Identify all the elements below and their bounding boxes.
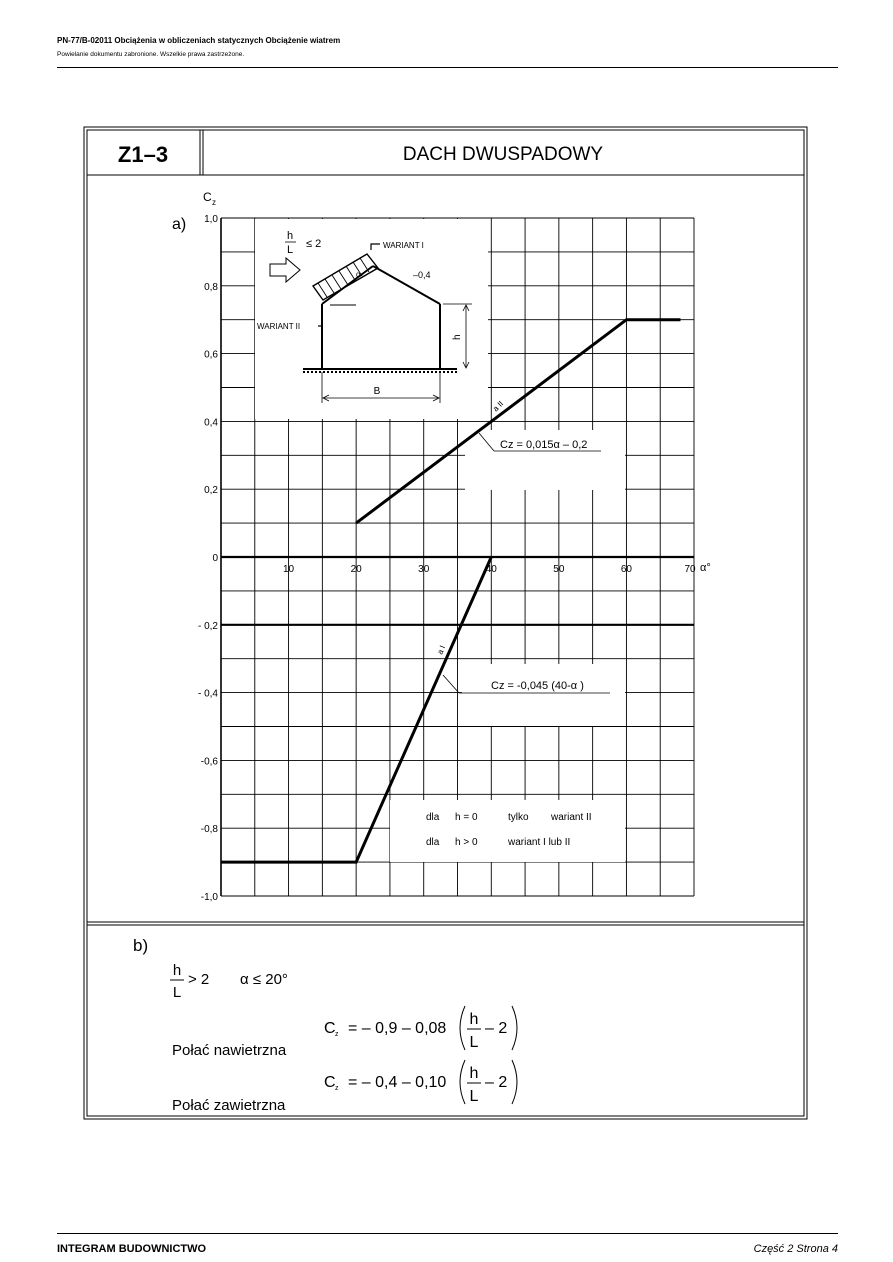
- note2-dla: dla: [426, 837, 440, 848]
- eq1-tail: – 2: [485, 1020, 508, 1037]
- wariant1-label: WARIANT I: [383, 241, 424, 250]
- eq2-lhs: C: [324, 1074, 336, 1091]
- eq2-paren-left: [460, 1060, 465, 1104]
- note1-condition: h = 0: [455, 812, 478, 823]
- x-tick-label: 20: [350, 564, 362, 575]
- x-tick-labels: [283, 564, 696, 575]
- table-title: DACH DWUSPADOWY: [402, 144, 604, 165]
- x-tick-label: 30: [418, 564, 430, 575]
- footer-rule: [57, 1233, 838, 1234]
- eq2-name: Połać zawietrzna: [172, 1097, 286, 1114]
- x-axis-label: α°: [700, 562, 711, 574]
- b-label: B: [373, 386, 381, 397]
- eq2-l: L: [469, 1088, 479, 1105]
- copyright-note: Powielanie dokumentu zabronione. Wszelkie prawa zastrzeżone.: [57, 51, 245, 58]
- note2-variant: wariant I lub II: [508, 837, 571, 848]
- line-label-a2: a II: [491, 399, 506, 414]
- eq1-h: h: [469, 1011, 479, 1028]
- eq1-name: Połać nawietrzna: [172, 1042, 287, 1059]
- ratio-l: L: [286, 244, 294, 256]
- y-axis-label: C: [203, 190, 212, 204]
- table-code: Z1–3: [117, 142, 169, 167]
- line-label-a1: a I: [435, 644, 448, 656]
- y-tick-label: 1,0: [204, 214, 218, 225]
- ratio-h: h: [286, 230, 294, 242]
- x-tick-label: 60: [620, 564, 632, 575]
- h-label: h: [452, 334, 463, 340]
- note1-dla: dla: [426, 812, 440, 823]
- footer-page: Część 2 Strona 4: [753, 1243, 838, 1255]
- formula2: Cz = 0,015α – 0,2: [500, 439, 588, 451]
- y-tick-label: - 0,2: [197, 620, 218, 632]
- note1-variant: wariant II: [551, 812, 592, 823]
- leeward-value: –0,4: [413, 270, 431, 280]
- cond-h: h: [172, 962, 182, 979]
- note2-condition: h > 0: [455, 837, 478, 848]
- eq2-sub: z: [335, 1085, 339, 1092]
- eq1-sub: z: [335, 1031, 339, 1038]
- part-b-label: b): [133, 936, 149, 955]
- y-tick-label: 0,4: [204, 417, 218, 429]
- formula1: Cz = -0,045 (40-α ): [491, 680, 584, 692]
- wariant2-label: WARIANT II: [257, 322, 301, 331]
- y-tick-labels: [198, 214, 218, 903]
- y-tick-label: -0,8: [200, 824, 218, 836]
- eq2-tail: – 2: [485, 1074, 508, 1091]
- cond-alpha: α ≤ 20°: [240, 971, 288, 988]
- part-a-label: a): [172, 216, 187, 233]
- y-tick-label: 0,2: [204, 485, 218, 497]
- eq1-mid: = – 0,9 – 0,08: [348, 1020, 447, 1037]
- eq1-lhs: C: [324, 1020, 336, 1037]
- eq2-paren-right: [512, 1060, 517, 1104]
- y-tick-label: -0,6: [200, 756, 218, 768]
- x-tick-label: 40: [485, 564, 497, 575]
- y-tick-label: 0: [212, 553, 218, 564]
- y-axis-label-sub: z: [212, 198, 216, 207]
- document-title: PN-77/B-02011 Obciążenia w obliczeniach statycznych Obciążenie wiatrem: [57, 36, 341, 45]
- y-tick-label: 0,8: [204, 281, 218, 293]
- y-tick-label: -1,0: [200, 892, 218, 903]
- eq1-l: L: [469, 1034, 479, 1051]
- eq2-mid: = – 0,4 – 0,10: [348, 1074, 447, 1091]
- roof-alpha: α: [356, 270, 361, 279]
- formula1-background: [462, 664, 625, 726]
- x-tick-label: 10: [283, 564, 295, 575]
- y-tick-label: - 0,4: [197, 688, 218, 700]
- formula1-leader: [443, 675, 459, 693]
- notes-background: [390, 800, 625, 862]
- cond-l: L: [172, 984, 182, 1001]
- y-tick-label: 0,6: [204, 349, 218, 361]
- ratio-condition: ≤ 2: [306, 238, 322, 250]
- eq1-paren-right: [512, 1006, 517, 1050]
- footer-publisher: INTEGRAM BUDOWNICTWO: [57, 1243, 207, 1255]
- x-tick-label: 50: [553, 564, 565, 575]
- note1-tylko: tylko: [508, 812, 529, 823]
- eq2-h: h: [469, 1065, 479, 1082]
- x-tick-label: 70: [684, 564, 696, 575]
- cond-gt: > 2: [188, 971, 210, 988]
- eq1-paren-left: [460, 1006, 465, 1050]
